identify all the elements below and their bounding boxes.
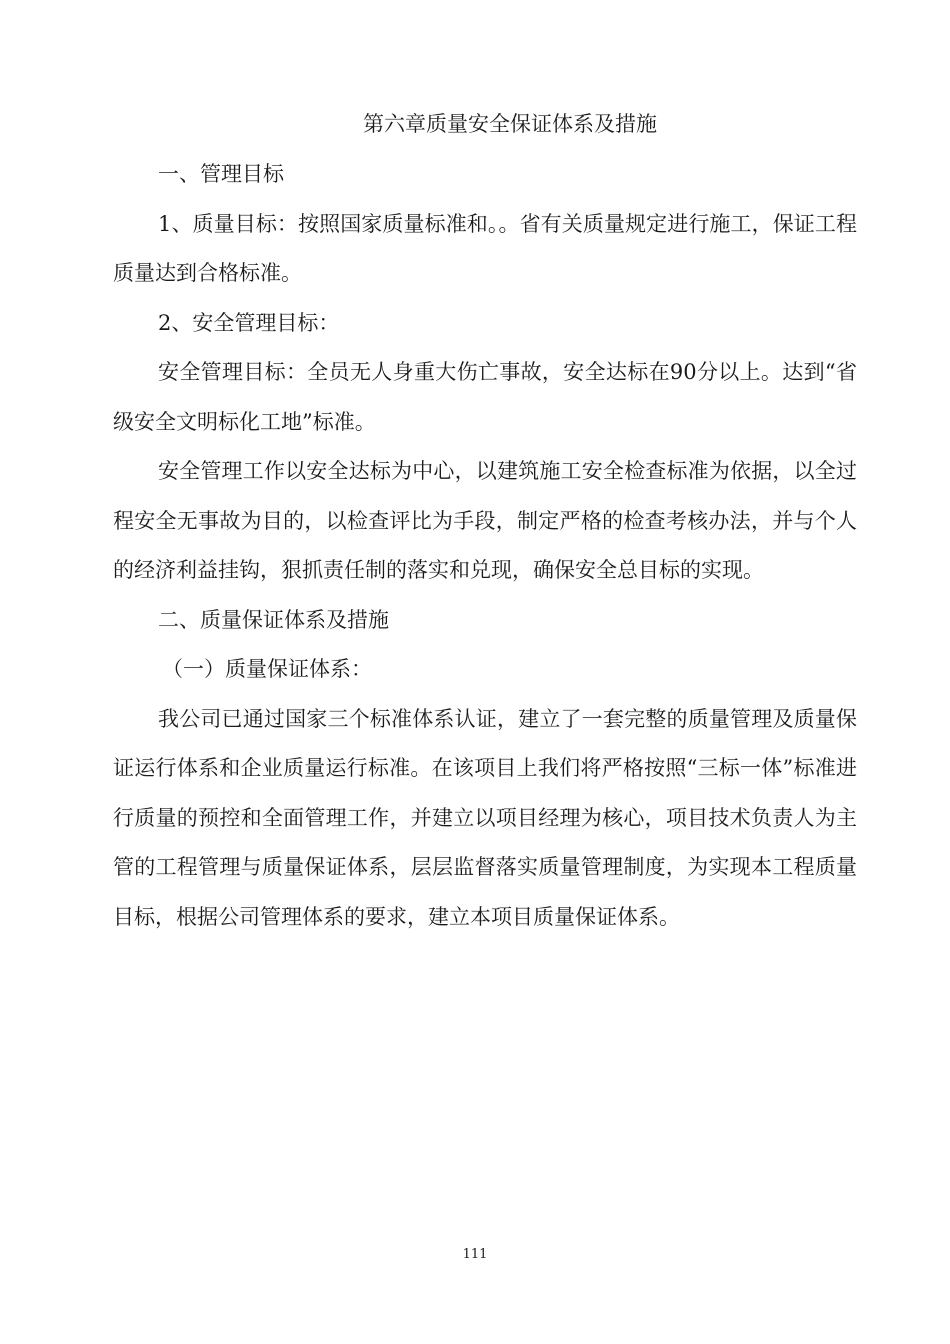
- paragraph-safety-work: 安全管理工作以安全达标为中心，以建筑施工安全检查标准为依据，以全过程安全无事故为目的，以检查评比为手段，制定严格的检查考核办法，并与个人的经济利益挂钩，狠抓责任制的落实和兑现，确保安全总目标的实现。: [113, 459, 857, 582]
- section-heading-quality-system: 二、质量保证体系及措施: [158, 607, 389, 632]
- section-heading-management-goals: 一、管理目标: [158, 162, 284, 186]
- subsection-heading-quality-system: （一）质量保证体系：: [162, 657, 372, 681]
- page-number: 111: [462, 1247, 488, 1262]
- paragraph-quality-goal: 1、质量目标：按照国家质量标准和。。省有关质量规定进行施工，保证工程质量达到合格标准。: [113, 211, 857, 285]
- paragraph-safety-goal: 安全管理目标：全员无人身重大伤亡事故，安全达标在90分以上。达到“省级安全文明标化工地”标准。: [113, 360, 857, 434]
- document-body: [113, 150, 857, 942]
- paragraph-safety-goal-heading: 2、安全管理目标：: [158, 310, 340, 335]
- paragraph-company-certification: 我公司已通过国家三个标准体系认证，建立了一套完整的质量管理及质量保证运行体系和企业质量运行标准。在该项目上我们将严格按照“三标一体”标准进行质量的预控和全面管理工作，并建立以项目经理为核心，项目技术负责人为主管的工程管理与质量保证体系，层层监督落实质量管理制度，为实现本工程质量目标，根据公司管理体系的要求，建立本项目质量保证体系。: [113, 706, 857, 929]
- chapter-title: 第六章质量安全保证体系及措施: [363, 112, 657, 136]
